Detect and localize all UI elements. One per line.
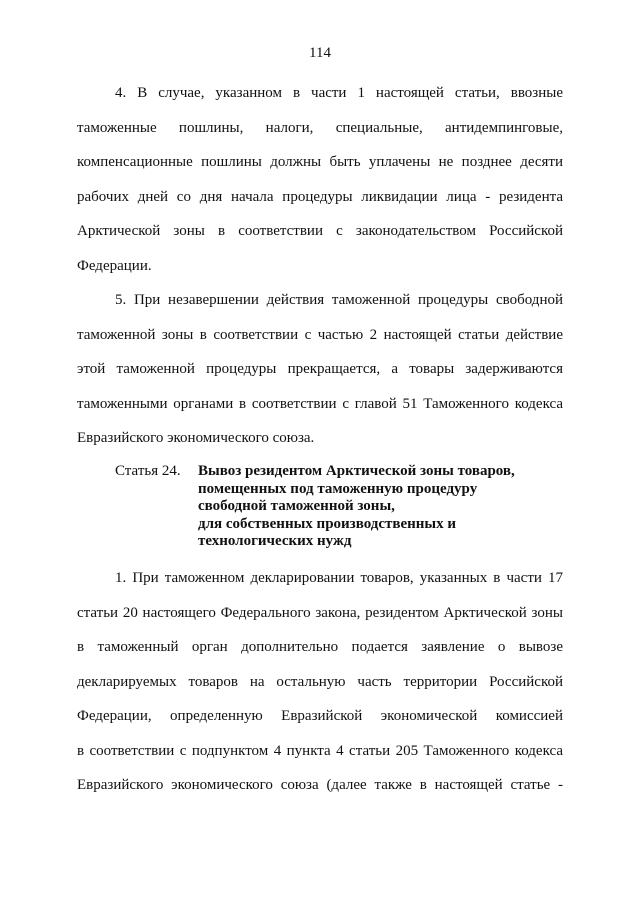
- text-line: 1. При таможенном декларировании товаров, указанных в части 17: [115, 570, 563, 586]
- article-title-line: технологических нужд: [198, 533, 352, 549]
- article-title-line: свободной таможенной зоны,: [198, 498, 395, 514]
- page-number: 114: [309, 45, 331, 61]
- text-line: рабочих дней со дня начала процедуры ликвидации лица - резидента: [77, 188, 563, 205]
- paragraph-part-4: [77, 76, 563, 283]
- text-line: в соответствии с подпунктом 4 пункта 4 статьи 205 Таможенного кодекса: [77, 742, 563, 759]
- article-title: [198, 463, 515, 551]
- text-line: компенсационные пошлины должны быть уплачены не позднее десяти: [77, 154, 563, 170]
- text-line: Федерации.: [77, 257, 152, 274]
- text-line: Арктической зоны в соответствии с законодательством Российской: [77, 223, 563, 239]
- text-line: таможенные пошлины, налоги, специальные, антидемпинговые,: [77, 119, 563, 136]
- article-paragraph-1: [77, 561, 563, 803]
- text-line: Евразийского экономического союза.: [77, 430, 315, 446]
- article-title-line: Вывоз резидентом Арктической зоны товаров,: [198, 463, 515, 479]
- text-line: Федерации, определенную Евразийской экономической комиссией: [77, 708, 563, 724]
- text-line: 5. При незавершении действия таможенной процедуры свободной: [115, 292, 563, 308]
- article-label: Статья 24.: [115, 463, 181, 479]
- paragraph-part-5: [77, 283, 563, 456]
- text-line: Евразийского экономического союза (далее также в настоящей статье -: [77, 777, 563, 793]
- text-line: статьи 20 настоящего Федерального закона, резидентом Арктической зоны: [77, 604, 563, 621]
- text-line: 4. В случае, указанном в части 1 настоящей статьи, ввозные: [115, 85, 563, 101]
- text-line: таможенной зоны в соответствии с частью 2 настоящей статьи действие: [77, 326, 563, 343]
- article-title-line: помещенных под таможенную процедуру: [198, 480, 478, 497]
- text-line: декларируемых товаров на остальную часть территории Российской: [77, 673, 563, 690]
- text-line: этой таможенной процедуры прекращается, а товары задерживаются: [77, 361, 563, 377]
- article-title-line: для собственных производственных и: [198, 515, 457, 532]
- text-line: таможенными органами в соответствии с главой 51 Таможенного кодекса: [77, 395, 563, 412]
- text-line: в таможенный орган дополнительно подается заявление о вывозе: [77, 639, 563, 655]
